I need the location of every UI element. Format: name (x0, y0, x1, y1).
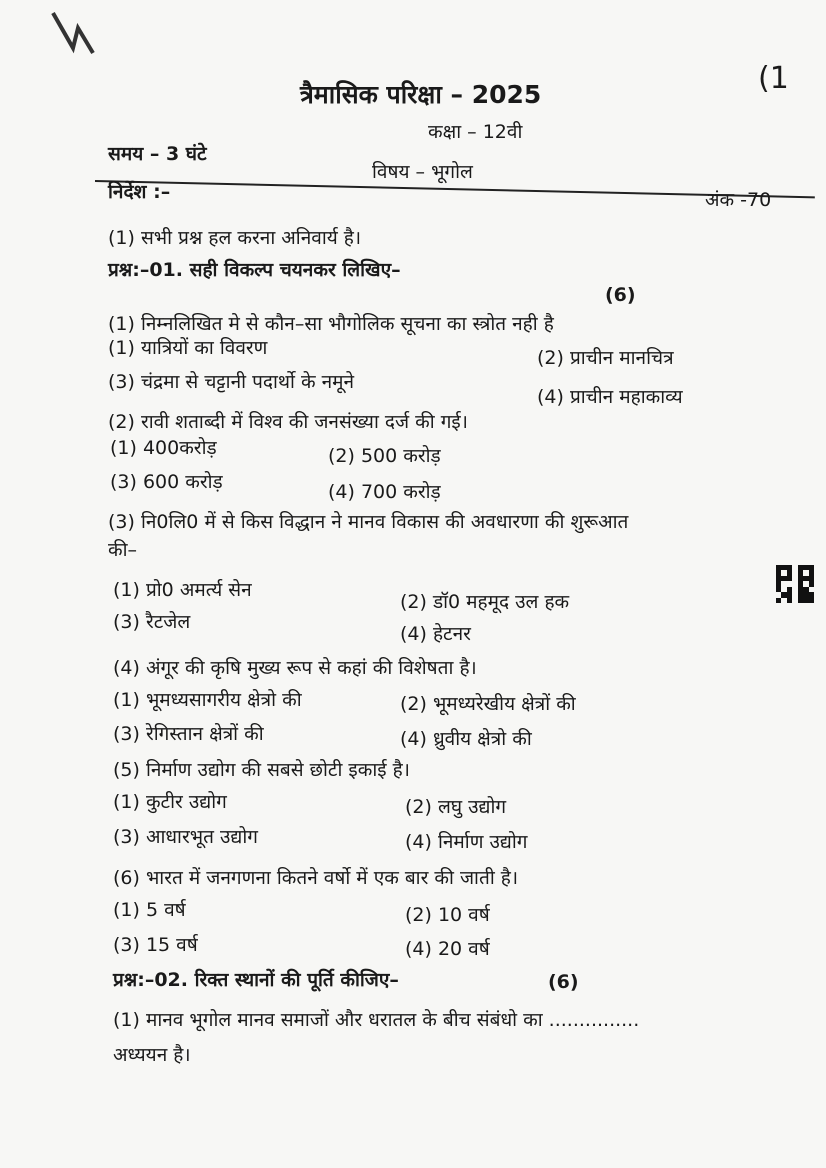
page-marker: (1 (758, 61, 789, 96)
option: (1) 400करोड़ (110, 437, 217, 459)
option: (2) 10 वर्ष (405, 904, 490, 926)
section1-heading: प्रश्न:–01. सही विकल्प चयनकर लिखिए– (108, 259, 401, 281)
fill-blank-question-1: (1) मानव भूगोल मानव समाजों और धरातल के बीच संबंधो का ............... (113, 1009, 640, 1031)
question-3-cont: की– (108, 539, 138, 561)
option: (1) 5 वर्ष (113, 899, 186, 921)
instructions-label: निर्देश :– (108, 181, 171, 203)
option: (3) 15 वर्ष (113, 934, 198, 956)
option: (4) निर्माण उद्योग (405, 831, 528, 853)
section2-heading: प्रश्न:–02. रिक्त स्थानों की पूर्ति कीजिए– (113, 969, 399, 991)
option: (1) यात्रियों का विवरण (108, 337, 268, 359)
exam-title: त्रैमासिक परिक्षा – 2025 (300, 80, 542, 109)
option: (2) प्राचीन मानचित्र (537, 347, 674, 369)
option: (4) प्राचीन महाकाव्य (537, 386, 683, 408)
section2-marks: (6) (548, 971, 579, 993)
option: (4) हेटनर (400, 623, 471, 645)
corner-pen-mark (48, 8, 98, 58)
option: (2) लघु उद्योग (405, 796, 507, 818)
option: (3) रेगिस्तान क्षेत्रों की (113, 723, 264, 745)
instruction-item: (1) सभी प्रश्न हल करना अनिवार्य है। (108, 227, 362, 249)
option: (1) प्रो0 अमर्त्य सेन (113, 579, 252, 601)
option: (3) 600 करोड़ (110, 471, 223, 493)
section1-marks: (6) (605, 284, 636, 306)
question-4: (4) अंगूर की कृषि मुख्य रूप से कहां की विशेषता है। (113, 657, 477, 679)
option: (2) डॉ0 महमूद उल हक (400, 591, 570, 613)
class-label: कक्षा – 12वी (428, 121, 523, 143)
question-6: (6) भारत में जनगणना कितने वर्षो में एक बार की जाती है। (113, 867, 519, 889)
question-3: (3) नि0लि0 में से किस विद्धान ने मानव विकास की अवधारणा की शुरूआत (108, 511, 629, 533)
option: (3) चंद्रमा से चट्टानी पदार्थो के नमूने (108, 371, 355, 393)
option: (2) भूमध्यरेखीय क्षेत्रों की (400, 693, 576, 715)
qr-code-icon (776, 565, 814, 603)
time-label: समय – 3 घंटे (108, 143, 207, 165)
option: (4) 700 करोड़ (328, 481, 441, 503)
option: (2) 500 करोड़ (328, 445, 441, 467)
question-2: (2) रावी शताब्दी में विश्व की जनसंख्या दर्ज की गई। (108, 411, 468, 433)
option: (4) 20 वर्ष (405, 938, 490, 960)
option: (4) ध्रुवीय क्षेत्रो की (400, 728, 532, 750)
option: (3) आधारभूत उद्योग (113, 826, 258, 848)
subject-label: विषय – भूगोल (372, 161, 473, 183)
option: (1) कुटीर उद्योग (113, 791, 227, 813)
option: (3) रैटजेल (113, 611, 191, 633)
fill-blank-question-1-cont: अध्ययन है। (113, 1044, 191, 1066)
total-marks: अंक -70 (705, 189, 772, 211)
option: (1) भूमध्यसागरीय क्षेत्रो की (113, 689, 302, 711)
question-1: (1) निम्नलिखित मे से कौन–सा भौगोलिक सूचना का स्त्रोत नही है (108, 313, 554, 335)
question-5: (5) निर्माण उद्योग की सबसे छोटी इकाई है। (113, 759, 410, 781)
